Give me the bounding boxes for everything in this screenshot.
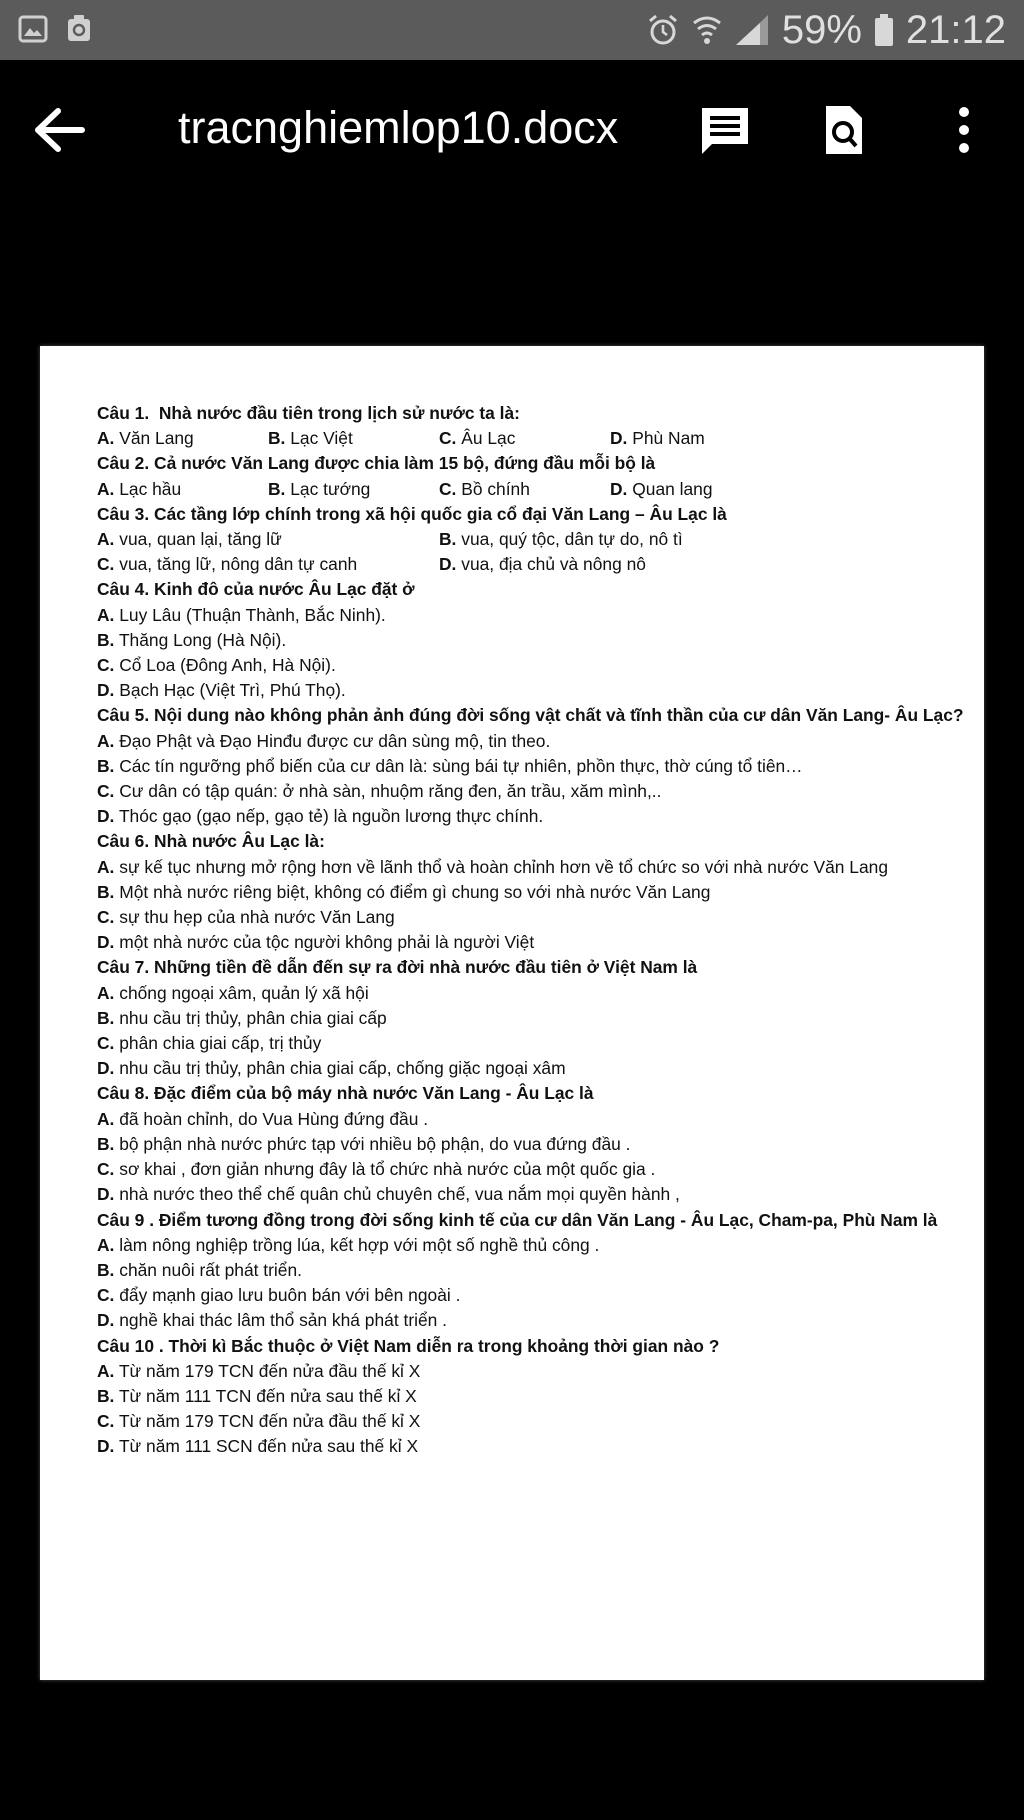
document-page[interactable] [40,346,984,1680]
question-title: Câu 8. Đặc điểm của bộ máy nhà nước Văn Lang - Âu Lạc là [97,1083,594,1104]
option [97,1132,967,1157]
question-title: Câu 6. Nhà nước Âu Lạc là: [97,831,325,852]
question-title: Câu 4. Kinh đô của nước Âu Lạc đặt ở [97,579,415,600]
wifi-icon [692,13,722,47]
option-letter: C. [439,478,457,499]
option [97,855,967,880]
image-icon [18,14,48,44]
option [97,905,967,930]
option-letter: D. [610,428,628,449]
more-vert-icon[interactable] [952,100,976,160]
option-letter: B. [97,881,115,902]
question-title: Câu 1. Nhà nước đầu tiên trong lịch sử nước ta là: [97,403,520,423]
option-letter: C. [97,1411,115,1432]
option-text: bộ phận nhà nước phức tạp với nhiều bộ phận, do vua đứng đầu . [119,1133,631,1154]
option [97,426,268,451]
back-arrow-icon[interactable] [30,105,90,155]
option [439,552,781,577]
option-letter: C. [97,1285,115,1306]
option-letter: D. [610,478,628,499]
option-letter: C. [97,1033,115,1054]
option [97,1107,967,1132]
option-text: nhu cầu trị thủy, phân chia giai cấp, chống giặc ngoại xâm [119,1058,566,1079]
question-title: Câu 9 . Điểm tương đồng trong đời sống kinh tế của cư dân Văn Lang - Âu Lạc, Cham-pa, Phù Nam là [97,1209,938,1230]
option [439,426,610,451]
option [97,1359,967,1384]
option-letter: C. [97,554,115,575]
option-letter: A. [97,529,115,550]
option-letter: A. [97,730,115,751]
option-letter: B. [97,1133,115,1154]
alarm-icon [646,13,680,47]
option-letter: D. [97,1058,115,1079]
option-letter: D. [97,1436,115,1457]
option-letter: D. [97,806,115,827]
option-letter: A. [97,1360,115,1381]
option-row [97,477,967,502]
option [97,1409,967,1434]
option-text: Từ năm 179 TCN đến nửa đầu thế kỉ X [118,1411,421,1432]
document-title: tracnghiemlop10.docx [178,102,619,153]
option [97,1031,967,1056]
question-title: Câu 10 . Thời kì Bắc thuộc ở Việt Nam diễn ra trong khoảng thời gian nào ? [97,1335,720,1356]
option [97,804,967,829]
option-text: một nhà nước của tộc người không phải là người Việt [119,932,535,953]
option-text: chăn nuôi rất phát triển. [119,1259,302,1280]
option-text: Lạc hầu [119,478,182,499]
option [97,981,967,1006]
option-letter: C. [439,428,457,449]
app-bar [0,60,1024,200]
option [97,1258,967,1283]
option-letter: A. [97,856,115,877]
option-text: nhà nước theo thể chế quân chủ chuyên chế, vua nắm mọi quyền hành , [119,1184,680,1205]
option-text: vua, địa chủ và nông nô [461,554,646,575]
option-text: đã hoàn chỉnh, do Vua Hùng đứng đầu . [119,1108,429,1129]
option [610,426,781,451]
option-letter: D. [97,680,115,701]
option-text: Luy Lâu (Thuận Thành, Bắc Ninh). [119,604,386,625]
option-text: Lạc Việt [290,428,353,449]
question-title: Câu 7. Những tiền đề dẫn đến sự ra đời nhà nước đầu tiên ở Việt Nam là [97,957,698,978]
option-row [97,426,967,451]
option-text: Quan lang [632,478,713,499]
option-text: nghề khai thác lâm thổ sản khá phát triển . [119,1310,447,1331]
option [97,729,967,754]
option-letter: D. [97,1184,115,1205]
option-text: chống ngoại xâm, quản lý xã hội [119,982,369,1003]
option [97,603,967,628]
option-letter: C. [97,655,115,676]
option-letter: B. [268,478,286,499]
option-letter: B. [97,1007,115,1028]
option-text: Từ năm 111 TCN đến nửa sau thế kỉ X [118,1385,417,1406]
option-text: Văn Lang [119,428,194,449]
option [97,1283,967,1308]
option [97,653,967,678]
option-letter: A. [97,1234,115,1255]
option-text: Đạo Phật và Đạo Hinđu được cư dân sùng mộ, tin theo. [119,730,551,751]
option [97,1308,967,1333]
option-letter: D. [97,932,115,953]
option-text: vua, tăng lữ, nông dân tự canh [119,554,358,575]
option [268,477,439,502]
option-text: Từ năm 179 TCN đến nửa đầu thế kỉ X [118,1360,421,1381]
option-text: đẩy mạnh giao lưu buôn bán với bên ngoài . [119,1285,461,1306]
question-title: Câu 2. Cả nước Văn Lang được chia làm 15 bộ, đứng đầu mỗi bộ là [97,453,656,474]
option-letter: C. [97,1159,115,1180]
option-text: phân chia giai cấp, trị thủy [119,1033,322,1054]
option-text: Âu Lạc [461,428,516,449]
option [97,1182,967,1207]
option-letter: B. [97,1385,115,1406]
option [97,754,967,779]
clock: 21:12 [905,8,1006,52]
signal-icon [734,13,770,47]
option [268,426,439,451]
option [97,477,268,502]
option-text: Thóc gạo (gạo nếp, gạo tẻ) là nguồn lương thực chính. [118,806,544,827]
option [97,1384,967,1409]
option-letter: A. [97,604,115,625]
option [97,930,967,955]
option [97,1434,967,1459]
option-text: Cư dân có tập quán: ở nhà sàn, nhuộm răng đen, ăn trầu, xăm mình,.. [119,781,662,802]
option [97,1157,967,1182]
option-text: Bạch Hạc (Việt Trì, Phú Thọ). [119,680,346,701]
option-row [97,552,967,577]
option-letter: D. [439,554,457,575]
question-title: Câu 3. Các tầng lớp chính trong xã hội quốc gia cổ đại Văn Lang – Âu Lạc là [97,503,727,524]
recycle-icon [64,14,94,44]
find-in-document-icon[interactable] [822,100,866,160]
option-text: Phù Nam [632,428,705,449]
option-letter: A. [97,982,115,1003]
option [97,552,439,577]
option-text: Thăng Long (Hà Nội). [118,629,287,650]
status-bar [0,0,1024,60]
option-row [97,527,967,552]
option [97,678,967,703]
option-letter: B. [97,629,115,650]
battery-icon [874,13,894,47]
option [97,779,967,804]
option-text: sự kế tục nhưng mở rộng hơn về lãnh thổ và hoàn chỉnh hơn về tổ chức so với nhà nước Văn Lang [119,856,888,877]
option-letter: A. [97,1108,115,1129]
option-text: làm nông nghiệp trồng lúa, kết hợp với một số nghề thủ công . [119,1234,600,1255]
question-title: Câu 5. Nội dung nào không phản ảnh đúng đời sống vật chất và tĩnh thần của cư dân Văn Lang- Âu Lạc? [97,705,964,726]
option-text: Từ năm 111 SCN đến nửa sau thế kỉ X [118,1436,419,1457]
option-letter: B. [268,428,286,449]
battery-percent: 59% [781,8,862,52]
option [439,527,781,552]
option-letter: B. [439,529,457,550]
option-letter: C. [97,907,115,928]
option-text: nhu cầu trị thủy, phân chia giai cấp [119,1007,387,1028]
option-text: vua, quan lại, tăng lữ [119,529,282,550]
status-bar-right [646,0,1006,60]
option [97,628,967,653]
option-text: vua, quý tộc, dân tự do, nô tì [461,529,683,550]
option [439,477,610,502]
option-letter: A. [97,428,115,449]
option-text: sơ khai , đơn giản nhưng đây là tổ chức nhà nước của một quốc gia . [119,1159,656,1180]
option-text: Một nhà nước riêng biệt, không có điểm gì chung so với nhà nước Văn Lang [119,881,711,902]
option-letter: D. [97,1310,115,1331]
option [97,1056,967,1081]
option [97,1233,967,1258]
document-content [97,401,967,1460]
option [97,1006,967,1031]
option-text: Bồ chính [461,478,530,499]
option [97,880,967,905]
option [610,477,781,502]
option-text: Các tín ngưỡng phổ biến của cư dân là: sùng bái tự nhiên, phồn thực, thờ cúng tổ tiên… [119,755,803,776]
option-text: sự thu hẹp của nhà nước Văn Lang [119,907,395,928]
option-letter: A. [97,478,115,499]
option-text: Lạc tướng [290,478,371,499]
comment-icon[interactable] [698,100,752,160]
option-letter: B. [97,755,115,776]
option [97,527,439,552]
option-letter: B. [97,1259,115,1280]
option-letter: C. [97,781,115,802]
option-text: Cổ Loa (Đông Anh, Hà Nội). [119,655,336,676]
